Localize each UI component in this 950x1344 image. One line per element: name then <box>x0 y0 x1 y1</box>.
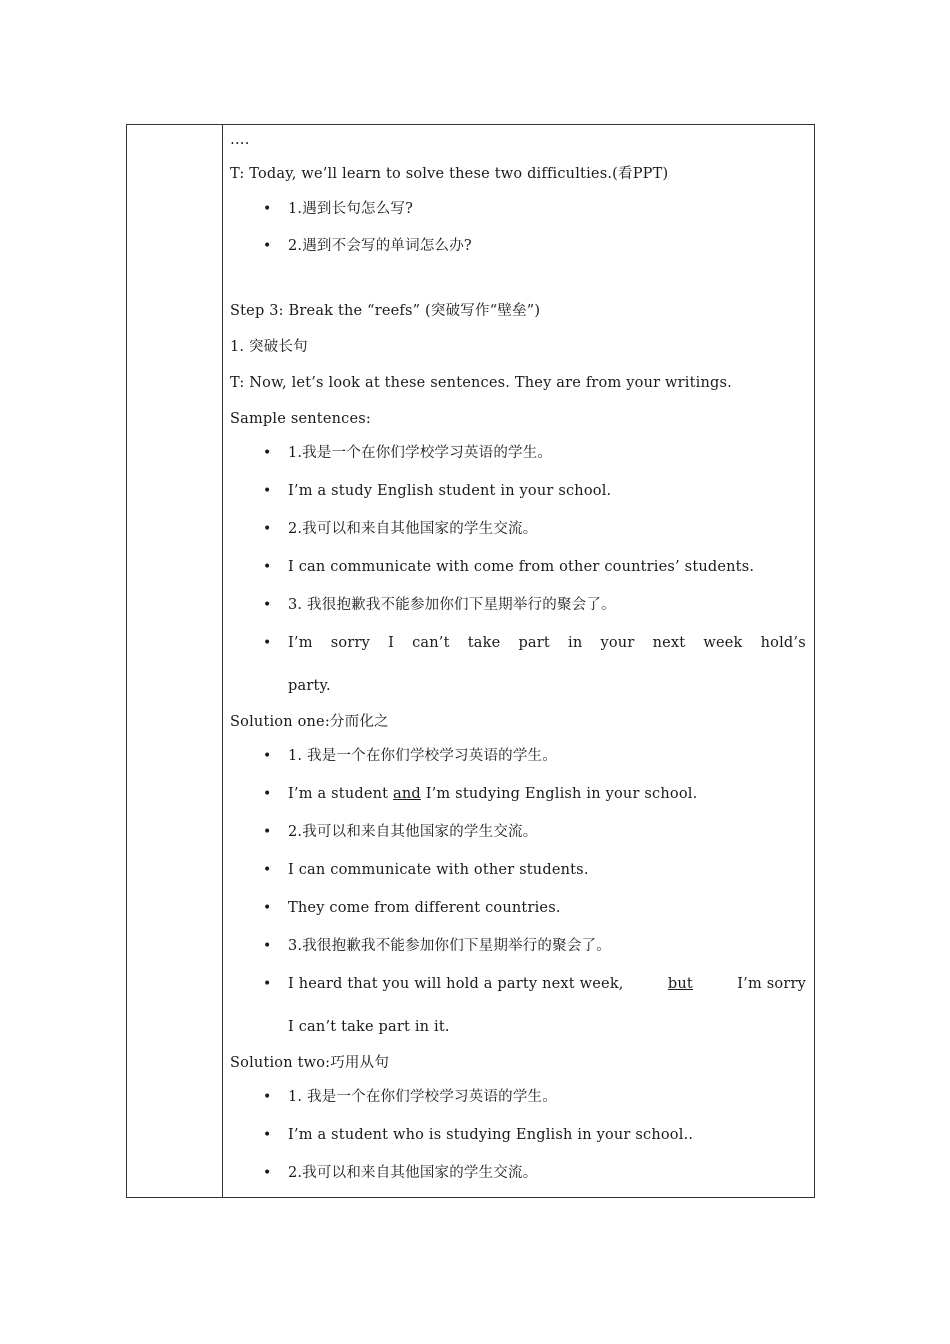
bullet-icon: • <box>263 938 272 954</box>
solution-one-2-english-a: I can communicate with other students. <box>288 862 589 878</box>
difficulty-2: 2.遇到不会写的单词怎么办? <box>288 238 472 254</box>
sample-3-english-continued: party. <box>288 678 331 694</box>
subheading-long-sentences: 1. 突破长句 <box>230 339 308 355</box>
bullet-icon: • <box>263 597 272 613</box>
bullet-icon: • <box>263 521 272 537</box>
solution-one-3-chinese: 3.我很抱歉我不能参加你们下星期举行的聚会了。 <box>288 938 611 954</box>
word: take <box>467 635 501 651</box>
bullet-icon: • <box>263 748 272 764</box>
sample-1-english: I’m a study English student in your school. <box>288 483 612 499</box>
bullet-icon: • <box>263 201 272 217</box>
ellipsis-line: …. <box>230 132 250 148</box>
word: sorry <box>330 635 370 651</box>
solution-two-1-english: I’m a student who is studying English in your school.. <box>288 1127 694 1143</box>
bullet-icon: • <box>263 862 272 878</box>
bullet-icon: • <box>263 483 272 499</box>
teacher-today-line: T: Today, we’ll learn to solve these two difficulties.(看PPT) <box>230 166 669 182</box>
left-column-cell <box>127 125 223 1197</box>
solution-one-heading: Solution one:分而化之 <box>230 714 389 730</box>
word: week <box>703 635 743 651</box>
word: your <box>600 635 635 651</box>
step-3-heading: Step 3: Break the “reefs” (突破写作“壁垒”) <box>230 303 541 319</box>
word: part <box>518 635 550 651</box>
word: can’t <box>412 635 450 651</box>
sample-2-chinese: 2.我可以和来自其他国家的学生交流。 <box>288 521 538 537</box>
word: in <box>568 635 583 651</box>
bullet-icon: • <box>263 445 272 461</box>
word: next <box>652 635 686 651</box>
sample-3-chinese: 3. 我很抱歉我不能参加你们下星期举行的聚会了。 <box>288 597 616 613</box>
bullet-icon: • <box>263 786 272 802</box>
word: hold’s <box>760 635 806 651</box>
solution-two-1-chinese: 1. 我是一个在你们学校学习英语的学生。 <box>288 1089 557 1105</box>
solution-one-1-english <box>288 784 697 804</box>
solution-one-2-chinese: 2.我可以和来自其他国家的学生交流。 <box>288 824 538 840</box>
solution-one-1-chinese: 1. 我是一个在你们学校学习英语的学生。 <box>288 748 557 764</box>
bullet-icon: • <box>263 1165 272 1181</box>
solution-two-heading: Solution two:巧用从句 <box>230 1055 390 1071</box>
text-segment: I heard that you will hold a party next week, <box>288 976 624 992</box>
bullet-icon: • <box>263 635 272 651</box>
text-segment: I’m sorry <box>737 976 806 992</box>
sample-1-chinese: 1.我是一个在你们学校学习英语的学生。 <box>288 445 553 461</box>
underlined-conjunction: but <box>667 976 693 992</box>
underlined-conjunction: and <box>393 786 421 802</box>
solution-one-3-english <box>288 974 806 994</box>
bullet-icon: • <box>263 824 272 840</box>
sample-2-english: I can communicate with come from other countries’ students. <box>288 559 755 575</box>
text-segment: I’m a student <box>288 786 389 802</box>
sample-3-english <box>288 633 806 653</box>
bullet-icon: • <box>263 900 272 916</box>
solution-two-2-chinese: 2.我可以和来自其他国家的学生交流。 <box>288 1165 538 1181</box>
bullet-icon: • <box>263 559 272 575</box>
bullet-icon: • <box>263 1127 272 1143</box>
lesson-table <box>126 124 815 1198</box>
word: I’m <box>288 635 313 651</box>
teacher-now-line: T: Now, let’s look at these sentences. They are from your writings. <box>230 375 732 391</box>
bullet-icon: • <box>263 1089 272 1105</box>
solution-one-3-english-continued: I can’t take part in it. <box>288 1019 450 1035</box>
bullet-icon: • <box>263 238 272 254</box>
bullet-icon: • <box>263 976 272 992</box>
sample-sentences-label: Sample sentences: <box>230 411 371 427</box>
word: I <box>388 635 395 651</box>
difficulty-1: 1.遇到长句怎么写? <box>288 201 414 217</box>
text-segment: I’m studying English in your school. <box>425 786 698 802</box>
solution-one-2-english-b: They come from different countries. <box>288 900 561 916</box>
